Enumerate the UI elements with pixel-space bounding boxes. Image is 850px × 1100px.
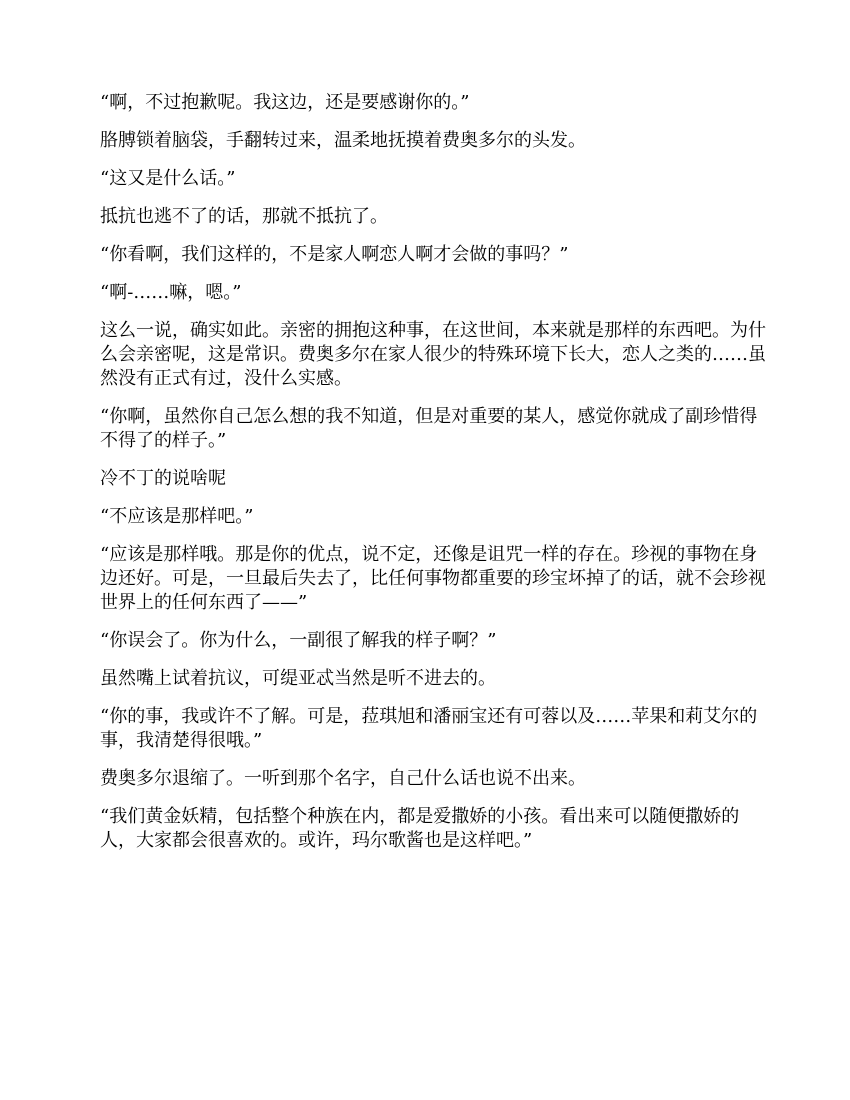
- paragraph: 虽然嘴上试着抗议，可缇亚忒当然是听不进去的。: [100, 668, 496, 689]
- paragraph: “这又是什么话。”: [100, 168, 236, 189]
- paragraph: “我们黄金妖精，包括整个种族在内，都是爱撒娇的小孩。看出来可以随便撒娇的人，大家都会很喜欢的。或许，玛尔歌酱也是这样吧。”: [100, 806, 740, 851]
- paragraph: “你看啊，我们这样的，不是家人啊恋人啊才会做的事吗？”: [100, 244, 569, 265]
- paragraph: 这么一说，确实如此。亲密的拥抱这种事，在这世间，本来就是那样的东西吧。为什么会亲密呢，这是常识。费奥多尔在家人很少的特殊环境下长大，恋人之类的……虽然没有正式有过，没什么实感。: [100, 320, 766, 389]
- paragraph: “啊，不过抱歉呢。我这边，还是要感谢你的。”: [100, 92, 470, 113]
- paragraph: “你的事，我或许不了解。可是，菈琪旭和潘丽宝还有可蓉以及……苹果和莉艾尔的事，我清楚得很哦。”: [100, 706, 758, 751]
- paragraph: 费奥多尔退缩了。一听到那个名字，自己什么话也说不出来。: [100, 768, 586, 789]
- paragraph: “不应该是那样吧。”: [100, 506, 254, 527]
- paragraph: 抵抗也逃不了的话，那就不抵抗了。: [100, 206, 388, 227]
- document-body: [100, 91, 770, 867]
- paragraph: 冷不丁的说啥呢: [100, 468, 226, 489]
- paragraph: 胳膊锁着脑袋，手翻转过来，温柔地抚摸着费奥多尔的头发。: [100, 130, 586, 151]
- paragraph: “啊-……嘛，嗯。”: [100, 282, 242, 303]
- paragraph: “你误会了。你为什么，一副很了解我的样子啊？”: [100, 630, 497, 651]
- paragraph: “应该是那样哦。那是你的优点，说不定，还像是诅咒一样的存在。珍视的事物在身边还好。可是，一旦最后失去了，比任何事物都重要的珍宝坏掉了的话，就不会珍视世界上的任何东西了——”: [100, 544, 766, 613]
- paragraph: “你啊，虽然你自己怎么想的我不知道，但是对重要的某人，感觉你就成了副珍惜得不得了的样子。”: [100, 406, 758, 451]
